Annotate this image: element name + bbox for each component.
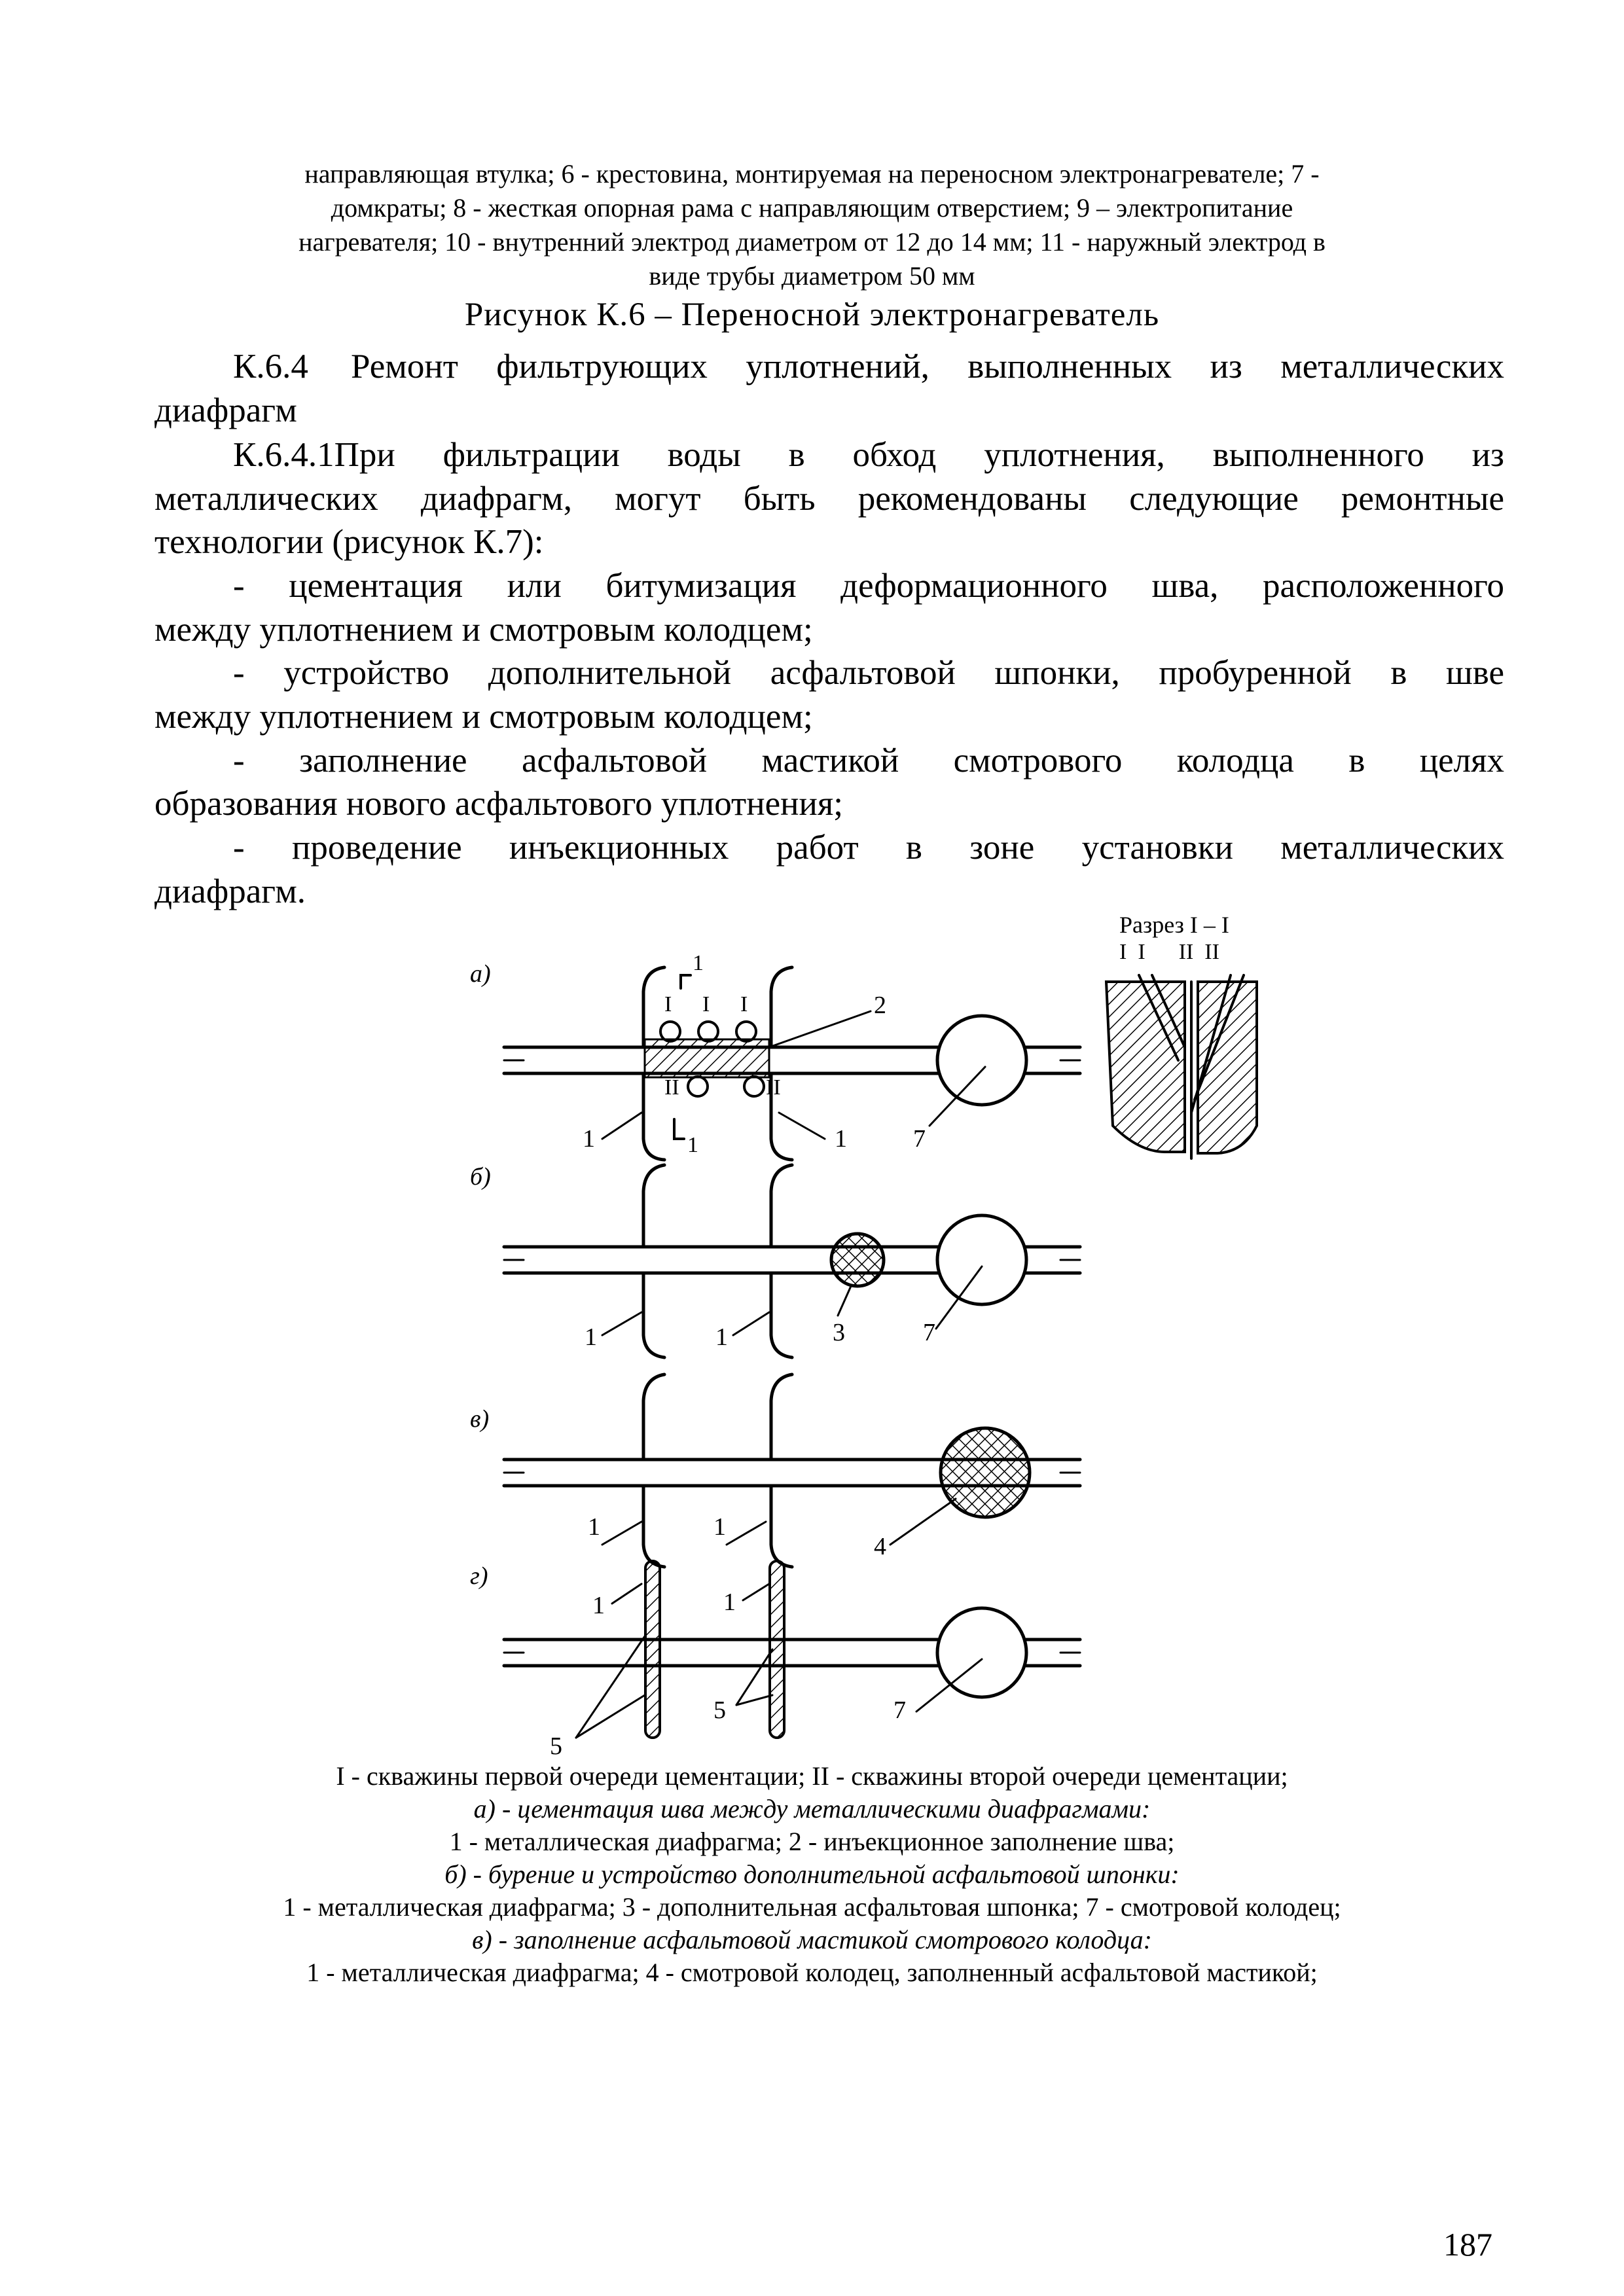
bullet-2-line-1: - устройство дополнительной асфальтовой шпонки, пробуренной в шве bbox=[233, 654, 1504, 692]
callout-7: 7 bbox=[923, 1319, 935, 1346]
section-heading-line-2: диафрагм bbox=[154, 391, 297, 429]
inspection-well-7 bbox=[937, 1215, 1026, 1304]
top-caption-line-2: домкраты; 8 - жесткая опорная рама с направляющим отверстием; 9 – электропитание bbox=[331, 193, 1293, 223]
panel-g bbox=[504, 1561, 1080, 1738]
bottom-caption-line-1: I - скважины первой очереди цементации; II - скважины второй очереди цементации; bbox=[336, 1761, 1288, 1791]
top-caption-line-1: направляющая втулка; 6 - крестовина, монтируемая на переносном электронагревателе; 7 - bbox=[304, 159, 1320, 188]
page-number: 187 bbox=[1443, 2226, 1492, 2263]
section-marks: I I II II bbox=[1119, 940, 1219, 964]
bottom-caption-line-7: 1 - металлическая диафрагма; 4 - смотровой колодец, заполненный асфальтовой мастикой; bbox=[306, 1958, 1318, 1987]
panel-label-g: г) bbox=[470, 1562, 488, 1590]
callout-1: 1 bbox=[715, 1323, 728, 1351]
injection-fill bbox=[645, 1039, 769, 1077]
inspection-well-7 bbox=[937, 1016, 1026, 1105]
bullet-4-line-1: - проведение инъекционных работ в зоне установки металлических bbox=[233, 829, 1504, 867]
mark-I-1: I bbox=[664, 992, 672, 1016]
callout-5: 5 bbox=[550, 1732, 562, 1760]
panel-label-b: б) bbox=[470, 1163, 491, 1191]
top-caption-line-3: нагревателя; 10 - внутренний электрод диаметром от 12 до 14 мм; 11 - наружный электрод в bbox=[298, 227, 1326, 257]
paragraph-line-3: технологии (рисунок К.7): bbox=[154, 523, 544, 561]
callout-5: 5 bbox=[713, 1696, 726, 1724]
bottom-caption-line-6: в) - заполнение асфальтовой мастикой смотрового колодца: bbox=[472, 1925, 1152, 1954]
callout-1: 1 bbox=[588, 1513, 600, 1541]
mark-II-1: II bbox=[664, 1075, 679, 1100]
callout-3: 3 bbox=[833, 1319, 845, 1346]
section-I-I bbox=[1106, 975, 1257, 1158]
callout-1: 1 bbox=[592, 1592, 605, 1619]
bottom-caption-line-3: 1 - металлическая диафрагма; 2 - инъекционное заполнение шва; bbox=[449, 1827, 1175, 1856]
section-heading-text: Ремонт фильтрующих уплотнений, выполненных из металлических bbox=[351, 348, 1504, 386]
panel-label-v: в) bbox=[470, 1405, 490, 1433]
callout-1: 1 bbox=[723, 1588, 736, 1616]
bottom-caption-line-2: а) - цементация шва между металлическими диафрагмами: bbox=[473, 1794, 1151, 1823]
panel-label-a: а) bbox=[470, 960, 491, 988]
bullet-3-line-2: образования нового асфальтового уплотнения; bbox=[154, 785, 843, 823]
cut-mark-top: 1 bbox=[693, 951, 704, 975]
section-number: К.6.4 bbox=[233, 348, 308, 386]
callout-1: 1 bbox=[713, 1513, 726, 1541]
top-caption-line-4: виде трубы диаметром 50 мм bbox=[649, 261, 975, 291]
bullet-1-line-2: между уплотнением и смотровым колодцем; bbox=[154, 611, 813, 649]
mark-II-2: II bbox=[766, 1075, 781, 1100]
paragraph-line-2: металлических диафрагм, могут быть рекомендованы следующие ремонтные bbox=[154, 480, 1504, 518]
callout-7: 7 bbox=[893, 1696, 906, 1724]
callout-7: 7 bbox=[913, 1125, 926, 1153]
bottom-caption-line-5: 1 - металлическая диафрагма; 3 - дополнительная асфальтовая шпонка; 7 - смотровой колодец; bbox=[283, 1892, 1341, 1922]
section-title: Разрез I – I bbox=[1119, 912, 1229, 938]
mark-I-3: I bbox=[740, 992, 748, 1016]
mark-I-2: I bbox=[702, 992, 710, 1016]
paragraph-number: К.6.4.1 bbox=[233, 436, 334, 474]
borehole-II bbox=[688, 1077, 708, 1096]
callout-1: 1 bbox=[585, 1323, 597, 1351]
borehole-II bbox=[744, 1077, 764, 1096]
callout-4: 4 bbox=[874, 1533, 886, 1560]
cut-mark-bottom: 1 bbox=[687, 1133, 698, 1157]
asphalt-key-3 bbox=[831, 1234, 884, 1286]
bullet-4-line-2: диафрагм. bbox=[154, 872, 306, 910]
figure-k6-title: Рисунок К.6 – Переносной электронагреватель bbox=[464, 296, 1160, 333]
callout-1: 1 bbox=[835, 1125, 847, 1153]
paragraph-text-1: При фильтрации воды в обход уплотнения, выполненного из bbox=[334, 436, 1504, 474]
callout-2: 2 bbox=[874, 992, 886, 1019]
bullet-3-line-1: - заполнение асфальтовой мастикой смотрового колодца в целях bbox=[233, 742, 1504, 780]
filled-well-4 bbox=[941, 1428, 1030, 1517]
bullet-1-line-1: - цементация или битумизация деформационного шва, расположенного bbox=[233, 567, 1504, 605]
bottom-caption-line-4: б) - бурение и устройство дополнительной асфальтовой шпонки: bbox=[444, 1859, 1180, 1889]
bullet-2-line-2: между уплотнением и смотровым колодцем; bbox=[154, 698, 813, 736]
callout-1: 1 bbox=[583, 1125, 595, 1153]
